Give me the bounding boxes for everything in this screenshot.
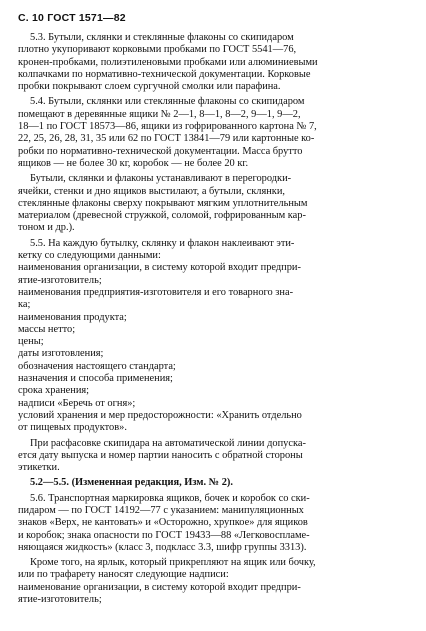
paragraph <box>18 438 414 475</box>
text-line: няющаяся жидкость» (класс 3, подкласс 3.3, шифр группы 3313). <box>18 541 307 553</box>
text-line: массы нетто; <box>18 323 76 335</box>
paragraph <box>18 173 414 234</box>
text-line: наименования продукта; <box>18 311 127 323</box>
text-line: наименования организации, в систему которой входит предпри- <box>18 262 301 274</box>
text-line: Бутыли, склянки и флаконы устанавливают в перегородки- <box>30 173 292 185</box>
text-line: материалом (древесной стружкой, соломой, гофрированным кар- <box>18 210 306 222</box>
text-line: ятие-изготовитель; <box>18 274 102 286</box>
text-line: и коробок; знака опасности по ГОСТ 19433—88 «Легковоспламе- <box>18 529 310 541</box>
text-line: плотно укупоривают корковыми пробками по ГОСТ 5541—76, <box>18 44 297 56</box>
text-line: срока хранения; <box>18 385 90 397</box>
text-line: или по трафарету наносят следующие надписи: <box>18 569 229 581</box>
paragraph <box>18 493 414 554</box>
text-line: 5.2—5.5. (Измененная редакция, Изм. № 2). <box>30 477 233 489</box>
text-line: назначения и способа применения; <box>18 373 173 385</box>
text-line: тоном и др.). <box>18 222 75 234</box>
text-line: даты изготовления; <box>18 348 104 360</box>
text-line: При расфасовке скипидара на автоматической линии допуска- <box>30 437 306 449</box>
paragraph <box>18 477 414 489</box>
text-line: 18—1 по ГОСТ 18573—86, ящики из гофрированного картона № 7, <box>18 121 317 133</box>
text-line: надписи «Беречь от огня»; <box>18 397 136 409</box>
paragraph <box>18 96 414 170</box>
text-line: кетку со следующими данными: <box>18 250 161 262</box>
text-line: робки по нормативно-технической документации. Масса брутто <box>18 145 303 157</box>
text-line: ятие-изготовитель; <box>18 594 102 606</box>
text-line: знаков «Верх, не кантовать» и «Осторожно, хрупкое» для ящиков <box>18 517 308 529</box>
text-line: 5.4. Бутыли, склянки или стеклянные флаконы со скипидаром <box>30 96 305 108</box>
text-line: 22, 25, 26, 28, 31, 35 или 62 по ГОСТ 13841—79 или картонные ко- <box>18 133 315 145</box>
text-line: ячейки, стенки и дно ящиков выстилают, а бутыли, склянки, <box>18 185 285 197</box>
text-line: пробки покрывают слоем сургучной смолки или парафина. <box>18 81 281 93</box>
text-line: 5.5. На каждую бутылку, склянку и флакон наклеивают эти- <box>30 237 295 249</box>
text-line: 5.3. Бутыли, склянки и стеклянные флаконы со скипидаром <box>30 32 294 43</box>
text-line: обозначения настоящего стандарта; <box>18 360 176 372</box>
document-page <box>18 12 414 609</box>
paragraph <box>18 557 414 606</box>
page-header: С. 10 ГОСТ 1571—82 <box>18 12 126 24</box>
text-line: условий хранения и мер предосторожности: «Хранить отдельно <box>18 409 302 421</box>
text-line: пидаром — по ГОСТ 14192—77 с указанием: манипуляционных <box>18 504 304 516</box>
text-line: цены; <box>18 336 44 348</box>
text-line: от пищевых продуктов». <box>18 422 127 434</box>
text-line: Кроме того, на ярлык, который прикрепляют на ящик или бочку, <box>30 557 316 569</box>
text-line: ется дату выпуска и номер партии наносить с обратной стороны <box>18 449 303 461</box>
text-line: ящиков — не более 30 кг, коробок — не более 20 кг. <box>18 157 249 169</box>
document-body <box>18 32 414 609</box>
text-line: этикетки. <box>18 462 60 474</box>
text-line: колпачками по нормативно-технической документации. Корковые <box>18 68 311 80</box>
text-line: 5.6. Транспортная маркировка ящиков, бочек и коробок со ски- <box>30 492 310 504</box>
text-line: стеклянные флаконы сверху покрывают мягким уплотнительным <box>18 197 308 209</box>
paragraph <box>18 238 414 435</box>
text-line: кронен-пробками, полиэтиленовыми пробками или алюминиевыми <box>18 56 318 68</box>
text-line: наименование организации, в систему которой входит предпри- <box>18 581 301 593</box>
paragraph <box>18 32 414 93</box>
text-line: помещают в деревянные ящики № 2—1, 8—1, 8—2, 9—1, 9—2, <box>18 108 301 120</box>
text-line: ка; <box>18 299 31 311</box>
text-line: наименования предприятия-изготовителя и его товарного зна- <box>18 286 294 298</box>
